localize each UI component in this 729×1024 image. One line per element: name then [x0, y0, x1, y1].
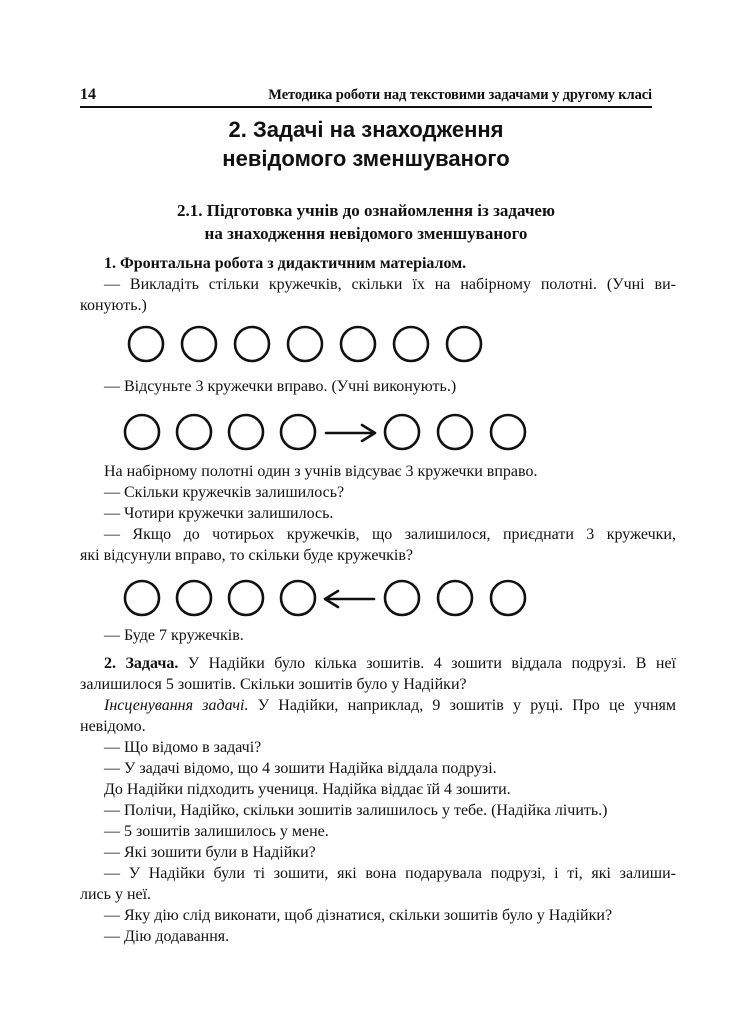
circle — [235, 327, 269, 361]
text-line: — Викладіть стільки кружечків, скільки їх на набірному полотні. (Учні ви- — [104, 276, 676, 293]
text-line: які відсунули вправо, то скільки буде кружечків? — [80, 547, 413, 564]
circle — [125, 581, 159, 615]
text-line: — Скільки кружечків залишилось? — [104, 484, 345, 501]
section-title-line-1: 2.1. Підготовка учнів до ознайомлення із задачею — [177, 201, 555, 220]
text-line: — Дію додавання. — [104, 928, 230, 945]
circle — [125, 415, 159, 449]
arrow-left-icon — [325, 591, 374, 607]
circle — [182, 327, 216, 361]
circle — [129, 327, 163, 361]
exercise-2-heading: 2. Задача. — [104, 655, 179, 672]
header-rule — [80, 106, 652, 108]
text-line: — У задачі відомо, що 4 зошити Надійка віддала подрузі. — [104, 760, 497, 777]
circle — [177, 581, 211, 615]
circles-row-3 — [80, 576, 652, 620]
circle — [385, 581, 419, 615]
circles-row-1 — [80, 322, 652, 366]
text-line: — Якщо до чотирьох кружечків, що залишилося, приєднати 3 кружечки, — [104, 526, 676, 543]
circle — [438, 581, 472, 615]
text-line: невідомо. — [80, 718, 146, 735]
text-line: залишилося 5 зошитів. Скільки зошитів було у Надійки? — [80, 676, 467, 693]
arrow-right-icon — [326, 425, 375, 441]
exercise-1-heading: 1. Фронтальна робота з дидактичним матеріалом. — [104, 255, 467, 272]
circle — [281, 581, 315, 615]
text-line: — Буде 7 кружечків. — [104, 627, 244, 644]
text-line: — Відсуньте 3 кружечки вправо. (Учні виконують.) — [104, 378, 457, 395]
circle — [229, 581, 263, 615]
running-title: Методика роботи над текстовими задачами у другому класі — [268, 87, 652, 103]
circle — [385, 415, 419, 449]
text-line: — Що відомо в задачі? — [104, 739, 262, 756]
text-line: конують.) — [80, 297, 147, 314]
circle — [281, 415, 315, 449]
circle — [229, 415, 263, 449]
text-line: — Які зошити були в Надійки? — [104, 844, 316, 861]
chapter-title-line-1: 2. Задачі на знаходження — [228, 117, 504, 142]
page-number: 14 — [80, 86, 96, 103]
text-line: — 5 зошитів залишилось у мене. — [104, 823, 329, 840]
text-line: — Чотири кружечки залишилось. — [104, 505, 334, 522]
text-line: лись у неї. — [80, 886, 152, 903]
circle — [341, 327, 375, 361]
text-line: На набірному полотні один з учнів відсуває 3 кружечки вправо. — [104, 463, 538, 480]
chapter-title-line-2: невідомого зменшуваного — [222, 146, 510, 171]
circle — [447, 327, 481, 361]
text-span: У Надійки, наприклад, 9 зошитів у руці. Про це учням — [248, 697, 676, 714]
circle — [491, 581, 525, 615]
circle — [177, 415, 211, 449]
staging-line — [80, 696, 676, 716]
text-line: — Яку дію слід виконати, щоб дізнатися, скільки зошитів було у Надійки? — [104, 907, 613, 924]
staging-heading: Інсценування задачі. — [104, 697, 249, 714]
section-title-line-2: на знаходження невідомого зменшуваного — [204, 224, 528, 243]
page-header — [80, 86, 652, 108]
text-line: — Полічи, Надійко, скільки зошитів залишилось у тебе. (Надійка лічить.) — [104, 802, 608, 819]
text-line: До Надійки підходить учениця. Надійка віддає їй 4 зошити. — [104, 781, 511, 798]
exercise-2-line — [80, 654, 676, 674]
circle — [288, 327, 322, 361]
circle — [394, 327, 428, 361]
circle — [438, 415, 472, 449]
text-line: — У Надійки були ті зошити, які вона подарувала подрузі, і ті, які залиши- — [104, 865, 676, 882]
text-span: У Надійки було кілька зошитів. 4 зошити віддала подрузі. В неї — [178, 655, 677, 672]
circles-row-2 — [80, 410, 652, 454]
circle — [491, 415, 525, 449]
